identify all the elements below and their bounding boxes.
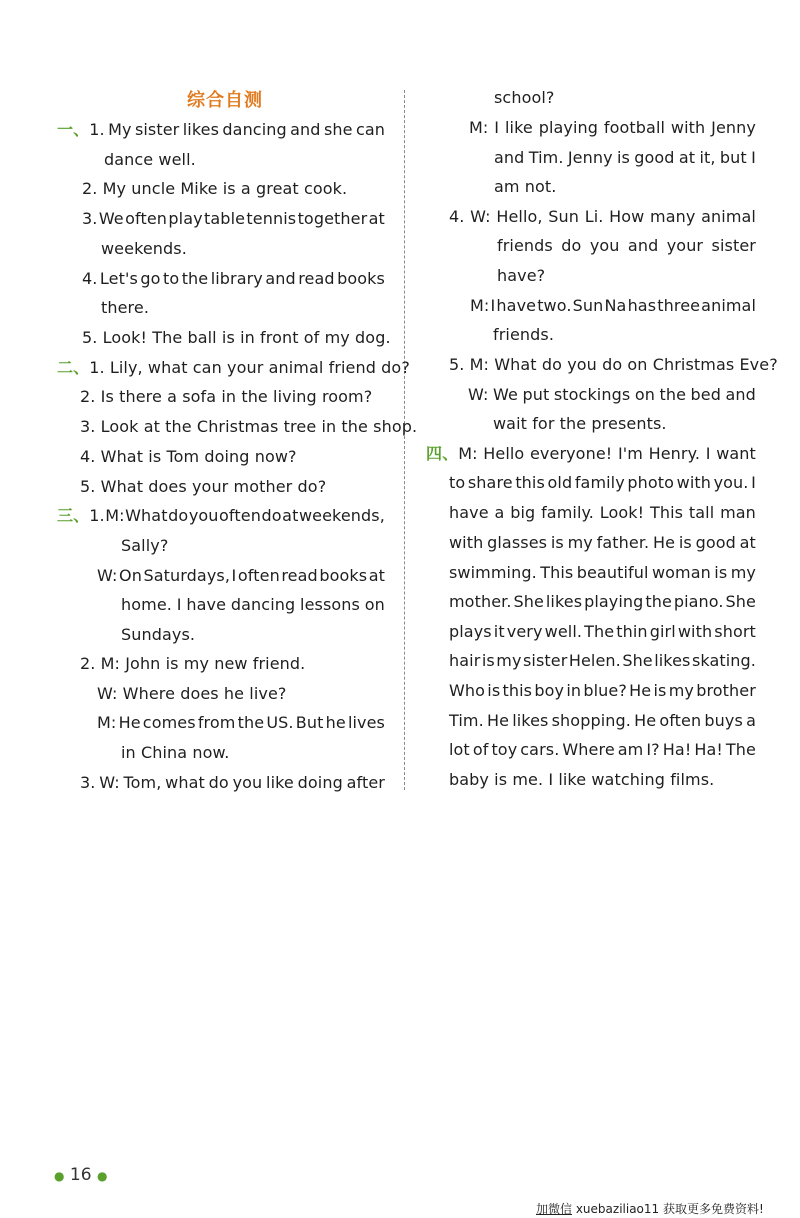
right-line: M: I like playing football with Jenny — [469, 118, 756, 137]
footer-text: xuebaziliao11 获取更多免费资料! — [572, 1202, 764, 1216]
left-line: 3. We often play table tennis together at — [82, 209, 385, 228]
right-line: have a big family. Look! This tall man — [449, 503, 756, 522]
left-line: Sally? — [121, 536, 169, 555]
right-line: wait for the presents. — [493, 414, 667, 433]
right-line: and Tim. Jenny is good at it, but I — [494, 148, 756, 167]
left-line: 2. My uncle Mike is a great cook. — [82, 179, 348, 198]
page-number-area — [54, 1165, 107, 1185]
right-line: mother. She likes playing the piano. She — [449, 592, 756, 611]
left-line: weekends. — [101, 239, 187, 258]
right-line: to share this old family photo with you. I — [449, 473, 756, 492]
left-line: there. — [101, 298, 150, 317]
right-line: am not. — [494, 177, 557, 196]
dot-icon: ● — [54, 1169, 65, 1183]
footer-link[interactable]: 加微信 — [536, 1202, 573, 1216]
right-line: Who is this boy in blue? He is my brother — [449, 681, 756, 700]
left-line: 5. Look! The ball is in front of my dog. — [82, 328, 391, 347]
right-line: swimming. This beautiful woman is my — [449, 563, 756, 582]
right-line: Tim. He likes shopping. He often buys a — [449, 711, 756, 730]
left-line: 5. What does your mother do? — [80, 477, 327, 496]
section-number: 二、 — [57, 358, 90, 377]
left-line: 4. What is Tom doing now? — [80, 447, 297, 466]
left-line: 三、1. M: What do you often do at weekends, — [57, 506, 385, 525]
section-number: 四、 — [426, 444, 459, 463]
section-number: 三、 — [57, 506, 90, 525]
page-number: 16 — [69, 1165, 92, 1185]
right-line: plays it very well. The thin girl with short — [449, 622, 756, 641]
left-line: W: Where does he live? — [97, 684, 287, 703]
right-line: 4. W: Hello, Sun Li. How many animal — [449, 207, 756, 226]
left-line: 2. M: John is my new friend. — [80, 654, 306, 673]
right-line: 四、M: Hello everyone! I'm Henry. I want — [426, 444, 756, 463]
left-line: 一、1. My sister likes dancing and she can — [57, 120, 385, 139]
right-line: lot of toy cars. Where am I? Ha! Ha! The — [449, 740, 756, 759]
column-divider — [404, 90, 405, 790]
right-line: with glasses is my father. He is good at — [449, 533, 756, 552]
dot-icon: ● — [96, 1169, 108, 1183]
right-line: 5. M: What do you do on Christmas Eve? — [449, 355, 778, 374]
left-line: 2. Is there a sofa in the living room? — [80, 387, 373, 406]
right-line: school? — [494, 88, 555, 107]
section-number: 一、 — [57, 120, 90, 139]
left-line: 3. Look at the Christmas tree in the shop. — [80, 417, 418, 436]
right-line: hair is my sister Helen. She likes skating. — [449, 651, 756, 670]
left-line: M: He comes from the US. But he lives — [97, 713, 385, 732]
left-line: dance well. — [104, 150, 196, 169]
left-line: W: On Saturdays, I often read books at — [97, 566, 385, 585]
right-line: have? — [497, 266, 546, 285]
left-line: 3. W: Tom, what do you like doing after — [80, 773, 385, 792]
section-title: 综合自测 — [187, 90, 263, 111]
left-line: Sundays. — [121, 625, 196, 644]
right-line: friends do you and your sister — [497, 236, 756, 255]
right-line: W: We put stockings on the bed and — [468, 385, 756, 404]
left-line: in China now. — [121, 743, 230, 762]
left-line: home. I have dancing lessons on — [121, 595, 385, 614]
right-line: baby is me. I like watching films. — [449, 770, 715, 789]
left-line: 4. Let's go to the library and read books — [82, 269, 385, 288]
left-line: 二、1. Lily, what can your animal friend do? — [57, 358, 410, 377]
footer-note — [536, 1200, 764, 1217]
right-line: M: I have two. Sun Na has three animal — [470, 296, 756, 315]
right-line: friends. — [493, 325, 555, 344]
